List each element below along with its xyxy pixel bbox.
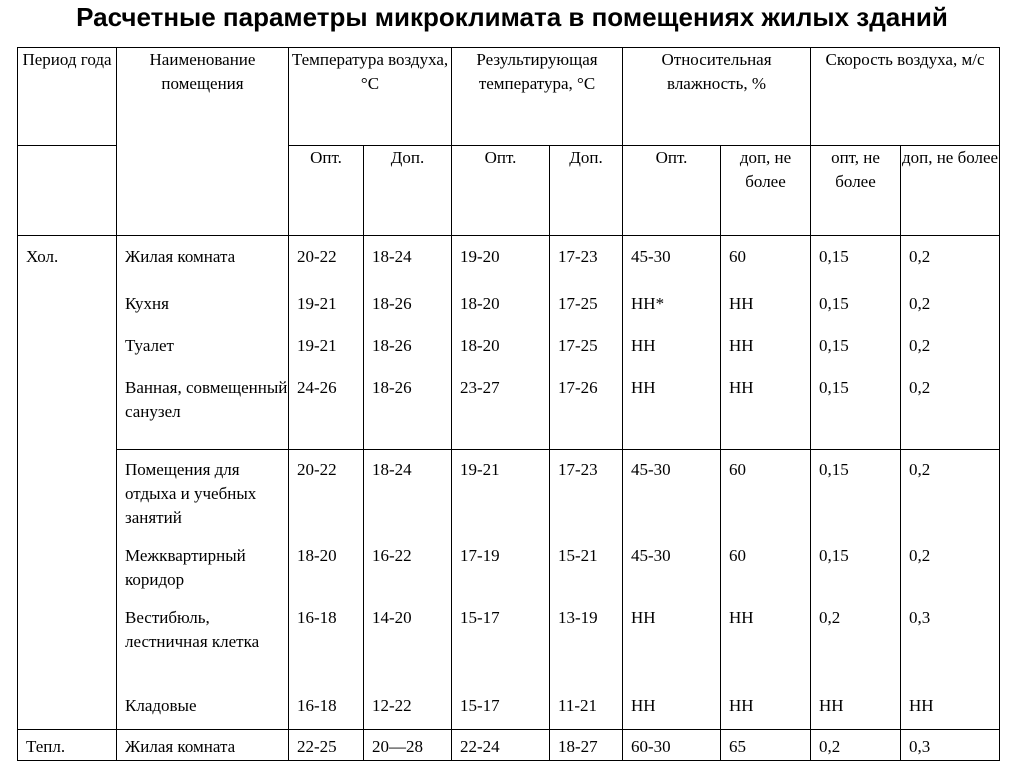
humidity-opt-cell: НН [623,600,721,688]
speed-dop-cell: 0,2 [901,538,1000,600]
air-temp-opt-cell: 16-18 [289,688,364,730]
speed-dop-cell: 0,2 [901,450,1000,538]
speed-opt-cell: 0,2 [811,730,901,761]
humidity-dop-cell: 60 [721,236,811,286]
period-cell [18,286,117,328]
header-period: Период года [18,48,117,146]
humidity-dop-cell: НН [721,600,811,688]
room-cell: Ванная, совмещенный санузел [117,370,289,450]
header-air-temp-dop: Доп. [364,146,452,236]
header-air-temp: Температура воздуха, °С [289,48,452,146]
speed-dop-cell: 0,2 [901,236,1000,286]
table-row [18,450,1000,538]
result-temp-opt-cell: 17-19 [452,538,550,600]
table-row [18,600,1000,688]
microclimate-table [17,47,1000,761]
table-row [18,286,1000,328]
room-cell: Помещения для отдыха и учебных занятий [117,450,289,538]
room-cell: Кухня [117,286,289,328]
speed-dop-cell: 0,3 [901,730,1000,761]
speed-opt-cell: 0,15 [811,236,901,286]
air-temp-opt-cell: 22-25 [289,730,364,761]
room-cell: Жилая комната [117,236,289,286]
result-temp-dop-cell: 17-25 [550,328,623,370]
speed-opt-cell: 0,2 [811,600,901,688]
header-speed-opt: опт, не более [811,146,901,236]
speed-opt-cell: 0,15 [811,370,901,450]
header-result-temp-dop: Доп. [550,146,623,236]
result-temp-dop-cell: 13-19 [550,600,623,688]
header-air-speed: Скорость воздуха, м/с [811,48,1000,146]
header-result-temp-opt: Опт. [452,146,550,236]
result-temp-opt-cell: 15-17 [452,600,550,688]
header-room-label: Наименование помещения [149,50,256,93]
humidity-dop-cell: 60 [721,538,811,600]
header-room [117,48,289,236]
period-cell: Тепл. [18,730,117,761]
result-temp-dop-cell: 17-23 [550,450,623,538]
air-temp-dop-cell: 14-20 [364,600,452,688]
speed-dop-cell: 0,2 [901,370,1000,450]
room-cell: Туалет [117,328,289,370]
table-row [18,688,1000,730]
air-temp-dop-cell: 12-22 [364,688,452,730]
air-temp-opt-cell: 20-22 [289,450,364,538]
result-temp-dop-cell: 11-21 [550,688,623,730]
page-title: Расчетные параметры микроклимата в помещениях жилых зданий [76,2,948,32]
result-temp-dop-cell: 15-21 [550,538,623,600]
period-cell [18,688,117,730]
result-temp-dop-cell: 17-26 [550,370,623,450]
result-temp-opt-cell: 23-27 [452,370,550,450]
speed-opt-cell: 0,15 [811,286,901,328]
speed-dop-cell: 0,2 [901,286,1000,328]
humidity-opt-cell: НН [623,688,721,730]
header-speed-dop: доп, не более [901,146,1000,236]
air-temp-dop-cell: 18-26 [364,370,452,450]
humidity-opt-cell: НН* [623,286,721,328]
result-temp-opt-cell: 18-20 [452,328,550,370]
header-result-temp: Результирующая температура, °С [452,48,623,146]
room-cell: Межквартирный коридор [117,538,289,600]
period-cell [18,538,117,600]
air-temp-dop-cell: 18-26 [364,286,452,328]
humidity-dop-cell: НН [721,286,811,328]
air-temp-opt-cell: 19-21 [289,328,364,370]
room-cell: Вестибюль, лестничная клетка [117,600,289,688]
speed-dop-cell: 0,2 [901,328,1000,370]
humidity-dop-cell: 60 [721,450,811,538]
header-humidity-dop: доп, не более [721,146,811,236]
result-temp-opt-cell: 19-21 [452,450,550,538]
humidity-opt-cell: НН [623,328,721,370]
room-cell: Кладовые [117,688,289,730]
air-temp-dop-cell: 16-22 [364,538,452,600]
result-temp-opt-cell: 19-20 [452,236,550,286]
result-temp-dop-cell: 17-25 [550,286,623,328]
speed-opt-cell: 0,15 [811,328,901,370]
humidity-dop-cell: 65 [721,730,811,761]
speed-opt-cell: 0,15 [811,538,901,600]
humidity-opt-cell: 45-30 [623,538,721,600]
period-cell: Хол. [18,236,117,286]
table-row [18,328,1000,370]
air-temp-opt-cell: 24-26 [289,370,364,450]
humidity-opt-cell: 45-30 [623,236,721,286]
table-row [18,370,1000,450]
result-temp-opt-cell: 22-24 [452,730,550,761]
air-temp-dop-cell: 20—28 [364,730,452,761]
period-cell [18,328,117,370]
result-temp-dop-cell: 17-23 [550,236,623,286]
table-row [18,538,1000,600]
speed-opt-cell: НН [811,688,901,730]
header-humidity: Относительная влажность, % [623,48,811,146]
air-temp-opt-cell: 16-18 [289,600,364,688]
air-temp-opt-cell: 20-22 [289,236,364,286]
air-temp-dop-cell: 18-24 [364,450,452,538]
air-temp-dop-cell: 18-24 [364,236,452,286]
period-cell [18,370,117,450]
speed-dop-cell: НН [901,688,1000,730]
air-temp-opt-cell: 18-20 [289,538,364,600]
result-temp-dop-cell: 18-27 [550,730,623,761]
air-temp-opt-cell: 19-21 [289,286,364,328]
humidity-dop-cell: НН [721,328,811,370]
humidity-dop-cell: НН [721,370,811,450]
room-cell: Жилая комната [117,730,289,761]
result-temp-opt-cell: 18-20 [452,286,550,328]
header-humidity-opt: Опт. [623,146,721,236]
humidity-opt-cell: 60-30 [623,730,721,761]
speed-dop-cell: 0,3 [901,600,1000,688]
speed-opt-cell: 0,15 [811,450,901,538]
result-temp-opt-cell: 15-17 [452,688,550,730]
air-temp-dop-cell: 18-26 [364,328,452,370]
header-air-temp-opt: Опт. [289,146,364,236]
period-cell [18,600,117,688]
humidity-opt-cell: НН [623,370,721,450]
period-cell [18,450,117,538]
table-row [18,236,1000,286]
humidity-dop-cell: НН [721,688,811,730]
humidity-opt-cell: 45-30 [623,450,721,538]
table-row [18,730,1000,761]
header-period-blank [18,146,117,236]
